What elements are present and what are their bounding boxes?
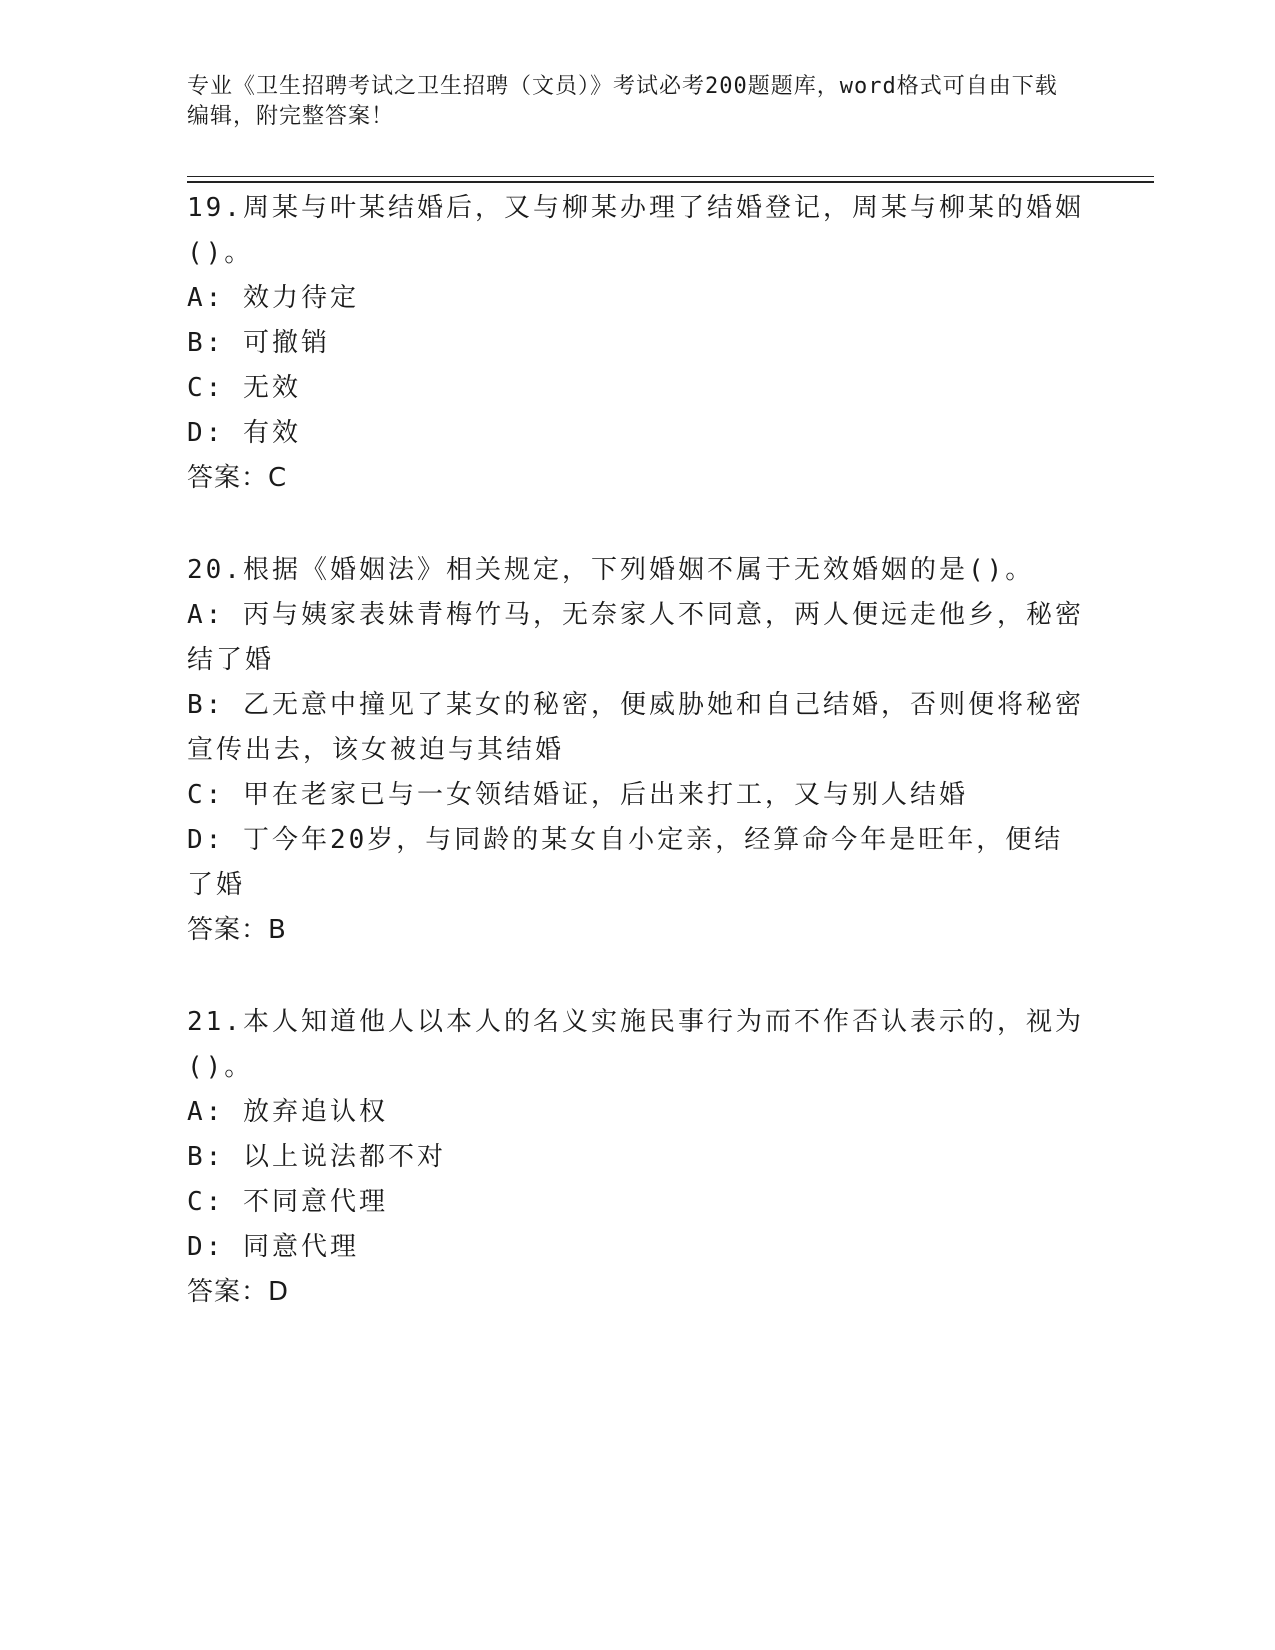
question-21	[187, 1000, 1087, 1315]
option-d: D: 丁今年20岁，与同龄的某女自小定亲，经算命今年是旺年，便结了婚	[187, 825, 1064, 900]
option-c: C: 无效	[187, 373, 301, 403]
question-19	[187, 186, 1087, 501]
answer-line: 答案：D	[187, 1277, 290, 1307]
header-divider-thin	[187, 176, 1154, 177]
answer-line: 答案：B	[187, 915, 287, 945]
option-a: A: 丙与姨家表妹青梅竹马，无奈家人不同意，两人便远走他乡，秘密结了婚	[187, 600, 1084, 675]
option-b: B: 可撤销	[187, 328, 330, 358]
question-stem: 19.周某与叶某结婚后，又与柳某办理了结婚登记，周某与柳某的婚姻()。	[187, 193, 1084, 268]
option-d: D: 有效	[187, 418, 301, 448]
option-b: B: 乙无意中撞见了某女的秘密，便威胁她和自己结婚，否则便将秘密宣传出去，该女被迫与其结婚	[187, 690, 1084, 765]
option-a: A: 放弃追认权	[187, 1097, 388, 1127]
question-20	[187, 548, 1087, 953]
option-c: C: 甲在老家已与一女领结婚证，后出来打工，又与别人结婚	[187, 780, 968, 810]
question-stem: 21.本人知道他人以本人的名义实施民事行为而不作否认表示的，视为()。	[187, 1007, 1084, 1082]
header-divider-thick	[187, 181, 1154, 183]
question-stem: 20.根据《婚姻法》相关规定，下列婚姻不属于无效婚姻的是()。	[187, 555, 1035, 585]
answer-line: 答案：C	[187, 463, 288, 493]
option-d: D: 同意代理	[187, 1232, 359, 1262]
question-list	[187, 186, 1087, 1362]
option-b: B: 以上说法都不对	[187, 1142, 446, 1172]
option-c: C: 不同意代理	[187, 1187, 388, 1217]
option-a: A: 效力待定	[187, 283, 359, 313]
document-header: 专业《卫生招聘考试之卫生招聘（文员）》考试必考200题题库，word格式可自由下载编辑，附完整答案！	[187, 74, 1058, 129]
